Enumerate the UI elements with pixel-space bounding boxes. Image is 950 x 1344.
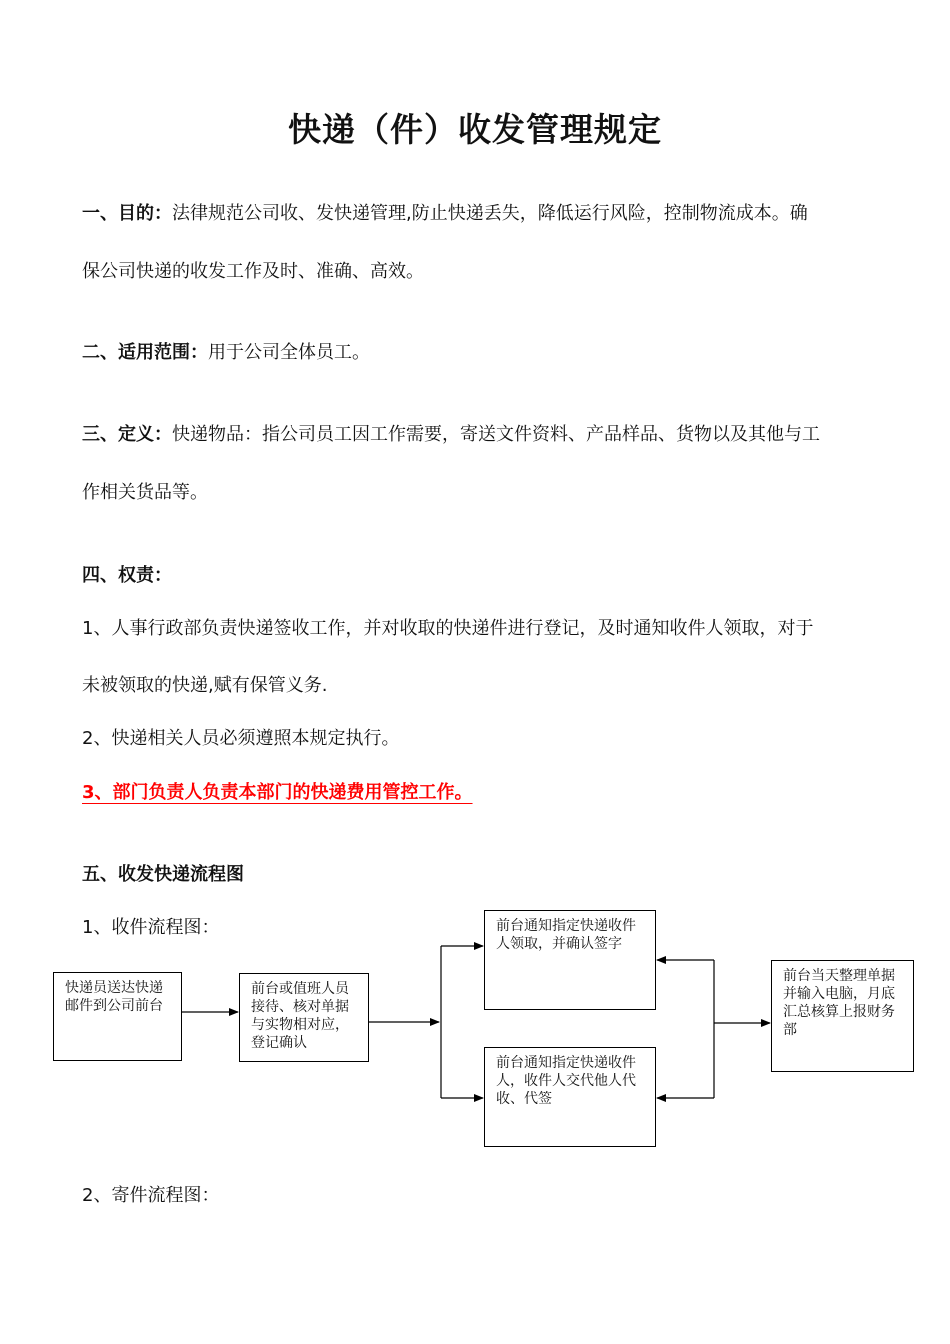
section-responsibility-label: 四、权责： xyxy=(82,565,172,586)
section-purpose-label: 一、目的： xyxy=(82,203,172,224)
responsibility-item1-line1: 1、人事行政部负责快递签收工作，并对收取的快递件进行登记，及时通知收件人领取，对于 xyxy=(82,618,814,639)
section-definition-line1 xyxy=(82,423,820,447)
section-scope xyxy=(82,341,370,365)
flow-box-courier-delivery xyxy=(53,972,182,1061)
section-definition-label: 三、定义： xyxy=(82,424,172,445)
flow-box-daily-summary-text: 前台当天整理单据并输入电脑，月底汇总核算上报财务部 xyxy=(783,968,895,1038)
send-flow-label: 2、寄件流程图： xyxy=(82,1185,220,1206)
receive-flow-label: 1、收件流程图： xyxy=(82,917,220,938)
responsibility-item3: 3、部门负责人负责本部门的快递费用管控工作。 xyxy=(82,782,473,803)
page-title: 快递（件）收发管理规定 xyxy=(288,110,662,149)
flow-box-daily-summary xyxy=(771,960,914,1072)
flow-box-courier-delivery-text: 快递员送达快递邮件到公司前台 xyxy=(65,980,163,1014)
section-purpose-line2: 保公司快递的收发工作及时、准确、高效。 xyxy=(82,261,424,282)
flow-box-notify-pickup xyxy=(484,910,656,1010)
section-scope-text: 用于公司全体员工。 xyxy=(208,342,370,363)
responsibility-item1-line2: 未被领取的快递,赋有保管义务. xyxy=(82,675,328,696)
flow-box-frontdesk-check xyxy=(239,973,369,1062)
section-purpose-line1 xyxy=(82,202,808,226)
flow-box-notify-pickup-text: 前台通知指定快递收件人领取，并确认签字 xyxy=(496,918,636,952)
flow-box-frontdesk-check-text: 前台或值班人员接待、核对单据与实物相对应，登记确认 xyxy=(251,981,349,1051)
flow-box-notify-proxy-text: 前台通知指定快递收件人，收件人交代他人代收、代签 xyxy=(496,1055,636,1107)
section-definition-line2: 作相关货品等。 xyxy=(82,482,208,503)
responsibility-item2: 2、快递相关人员必须遵照本规定执行。 xyxy=(82,728,400,749)
flow-box-notify-proxy xyxy=(484,1047,656,1147)
section-flow-label: 五、收发快递流程图 xyxy=(82,864,244,885)
section-scope-label: 二、适用范围： xyxy=(82,342,208,363)
section-purpose-text: 法律规范公司收、发快递管理,防止快递丢失，降低运行风险，控制物流成本。确 xyxy=(172,203,808,224)
section-definition-text: 快递物品：指公司员工因工作需要，寄送文件资料、产品样品、货物以及其他与工 xyxy=(172,424,820,445)
